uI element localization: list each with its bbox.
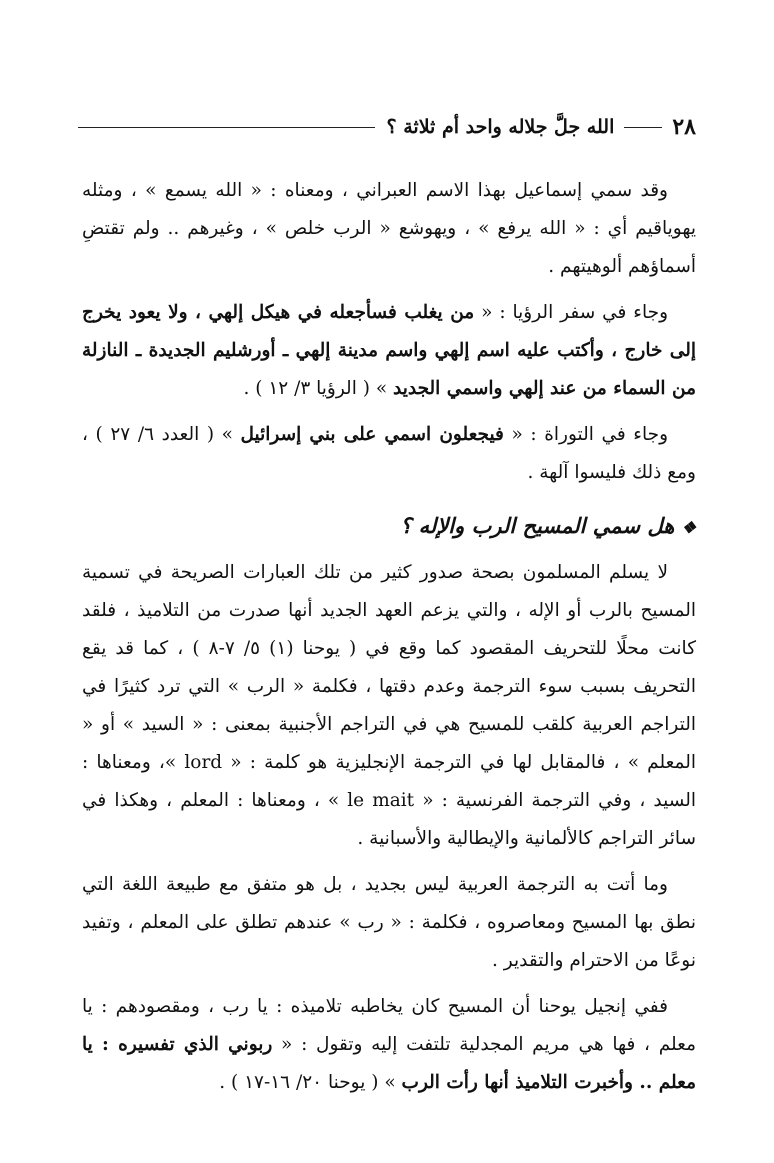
french-term: le mait <box>347 790 415 811</box>
verse-reference: » ( العدد ٦/ ٢٧ ) ، ومع ذلك فليسوا آلهة . <box>82 424 696 483</box>
quoted-verse: فيجعلون اسمي على بني إسرائيل <box>240 424 504 445</box>
page-body <box>82 172 696 1110</box>
paragraph-text: » ، ومعناها : المعلم ، وهكذا في سائر التراجم كالألمانية والإيطالية والأسبانية . <box>82 790 696 849</box>
paragraph-revelation <box>82 294 696 408</box>
paragraph-ismail <box>82 172 696 286</box>
page-number: ٢٨ <box>672 114 696 140</box>
quoted-verse: من يغلب فسأجعله في هيكل إلهي ، ولا يعود يخرج إلى خارج ، وأكتب عليه اسم إلهي واسم مدينة إلهي ـ أورشليم الجديدة ـ النازلة من السماء من عند إلهي واسمي الجديد <box>82 302 696 399</box>
verse-reference: » ( الرؤيا ٣/ ١٢ ) . <box>243 378 394 399</box>
header-rule-long <box>78 127 375 128</box>
paragraph-text: لا يسلم المسلمون بصحة صدور كثير من تلك العبارات الصريحة في تسمية المسيح بالرب أو الإله ، والتي يزعم العهد الجديد أنها صدرت من التلاميذ ، فلقد كانت محلًا للتحريف المقصود كما وقع في ( يوحنا (١) ٥/ ٧-٨ ) ، كما قد يقع التحريف بسبب سوء الترجمة وعدم دقتها ، فكلمة « الرب » التي ترد كثيرًا في التراجم العربية كلقب للمسيح هي في التراجم الأجنبية بمعنى : « السيد » أو « المعلم » ، فالمقابل لها في الترجمة الإنجليزية هو كلمة : « <box>82 562 697 773</box>
header-rule-short <box>624 127 662 128</box>
paragraph-text: وجاء في التوراة : « <box>503 424 669 445</box>
paragraph-text: وقد سمي إسماعيل بهذا الاسم العبراني ، ومعناه : « الله يسمع » ، ومثله يهوياقيم أي : « الله يرفع » ، ويهوشع « الرب خلص » ، وغيرهم .. ولم تقتضِ أسماؤهم ألوهيتهم . <box>82 180 696 277</box>
paragraph-john <box>82 988 696 1102</box>
page-header <box>78 112 696 142</box>
paragraph-text: »، ومعناها : السيد ، وفي الترجمة الفرنسية : « <box>82 752 696 811</box>
heading-text: هل سمي المسيح الرب والإله ؟ <box>400 513 675 538</box>
paragraph-language <box>82 866 696 980</box>
paragraph-torah <box>82 416 696 492</box>
section-heading <box>82 506 696 548</box>
paragraph-text: وما أتت به الترجمة العربية ليس بجديد ، بل هو متفق مع طبيعة اللغة التي نطق بها المسيح ومعاصروه ، فكلمة : « رب » عندهم تطلق على المعلم ، وتفيد نوعًا من الاحترام والتقدير . <box>82 874 696 971</box>
running-title: الله جلَّ جلاله واحد أم ثلاثة ؟ <box>386 116 615 138</box>
paragraph-text: وجاء في سفر الرؤيا : « <box>474 302 668 323</box>
heading-ornament: ❖ <box>681 518 696 537</box>
verse-reference: » ( يوحنا ٢٠/ ١٦-١٧ ) . <box>219 1072 402 1093</box>
english-term: lord <box>184 752 223 773</box>
quoted-verse: ربوني الذي تفسيره : يا معلم .. وأخبرت التلاميذ أنها رأت الرب <box>82 1034 696 1093</box>
paragraph-translation <box>82 554 696 858</box>
paragraph-text: ففي إنجيل يوحنا أن المسيح كان يخاطبه تلاميذه : يا رب ، ومقصودهم : يا معلم ، فها هي مريم المجدلية تلتفت إليه وتقول : « <box>82 996 696 1055</box>
